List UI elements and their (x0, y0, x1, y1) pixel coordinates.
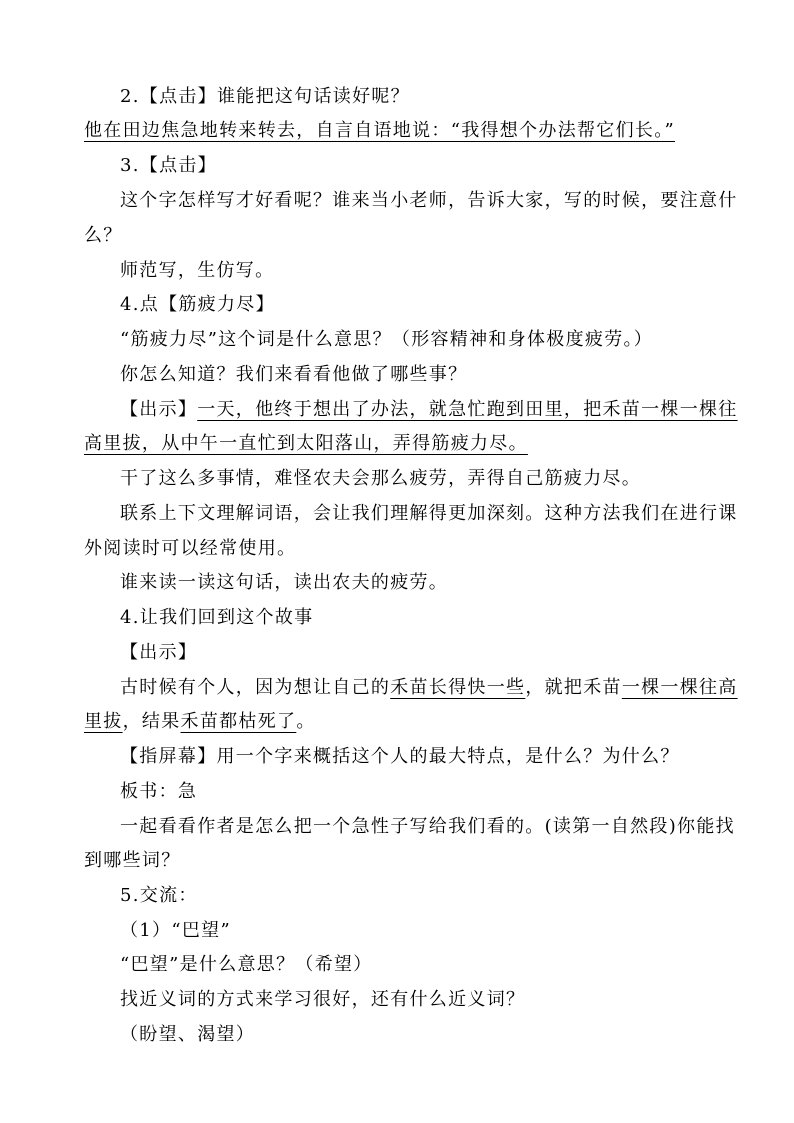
show-label: 【出示】 (120, 642, 198, 663)
section-heading: 4.让我们回到这个故事 (120, 607, 314, 628)
sub-item-heading: （1）“巴望” (120, 920, 231, 941)
story-text: ，就把禾苗 (525, 677, 622, 698)
underlined-text: 禾苗都枯死了 (180, 711, 297, 732)
story-text: 。 (296, 711, 316, 732)
paragraph-line: 外阅读时可以经常使用。 (84, 538, 297, 559)
underlined-text: 禾苗长得快一些 (390, 677, 526, 698)
paragraph-line: 师范写，生仿写。 (120, 260, 275, 281)
paragraph-line: 干了这么多事情，难怪农夫会那么疲劳，弄得自己筋疲力尽。 (120, 468, 642, 489)
paragraph-line: 【指屏幕】用一个字来概括这个人的最大特点，是什么？为什么？ (120, 746, 680, 767)
paragraph-line: （盼望、渴望） (120, 1024, 256, 1045)
paragraph-line: 一起看看作者是怎么把一个急性子写给我们看的。(读第一自然段)你能找 (120, 816, 735, 837)
underlined-text: 高里拔，从中午一直忙到太阳落山，弄得筋疲力尽。 (84, 433, 528, 454)
underlined-text: 一天，他终于想出了办法，就急忙跑到田里，把禾苗一棵一棵往 (197, 399, 738, 420)
paragraph-line: 么？ (84, 225, 123, 246)
story-text: ，结果 (122, 711, 181, 732)
show-label: 【出示】 (120, 399, 198, 420)
underlined-text: 里拔 (84, 711, 123, 732)
paragraph-line: “巴望”是什么意思？（希望） (120, 954, 373, 975)
paragraph-line: 你怎么知道？我们来看看他做了哪些事？ (120, 364, 468, 385)
story-line (84, 709, 724, 735)
paragraph-line: 找近义词的方式来学习很好，还有什么近义词？ (120, 989, 526, 1010)
paragraph-line: 这个字怎样写才好看呢？谁来当小老师，告诉大家，写的时候，要注意什 (120, 190, 738, 211)
step-2-heading: 2.【点击】谁能把这句话读好呢？ (120, 86, 410, 107)
paragraph-line: “筋疲力尽”这个词是什么意思？（形容精神和身体极度疲劳。） (120, 329, 654, 350)
step-4-heading: 4.点【筋疲力尽】 (120, 294, 275, 315)
show-block-line (120, 397, 760, 423)
quoted-sentence: 他在田边焦急地转来转去，自言自语地说：“我得想个办法帮它们长。” (84, 120, 676, 141)
step-5-heading: 5.交流： (120, 885, 198, 906)
underlined-text: 一棵一棵往高 (621, 677, 738, 698)
story-text: 古时候有个人，因为想让自己的 (120, 677, 391, 698)
board-writing: 板书：急 (120, 781, 198, 802)
paragraph-line: 谁来读一读这句话，读出农夫的疲劳。 (120, 572, 449, 593)
story-line (120, 675, 760, 701)
paragraph-line: 联系上下文理解词语，会让我们理解得更加深刻。这种方法我们在进行课 (120, 503, 738, 524)
paragraph-line: 到哪些词？ (84, 850, 181, 871)
step-3-heading: 3.【点击】 (120, 155, 217, 176)
